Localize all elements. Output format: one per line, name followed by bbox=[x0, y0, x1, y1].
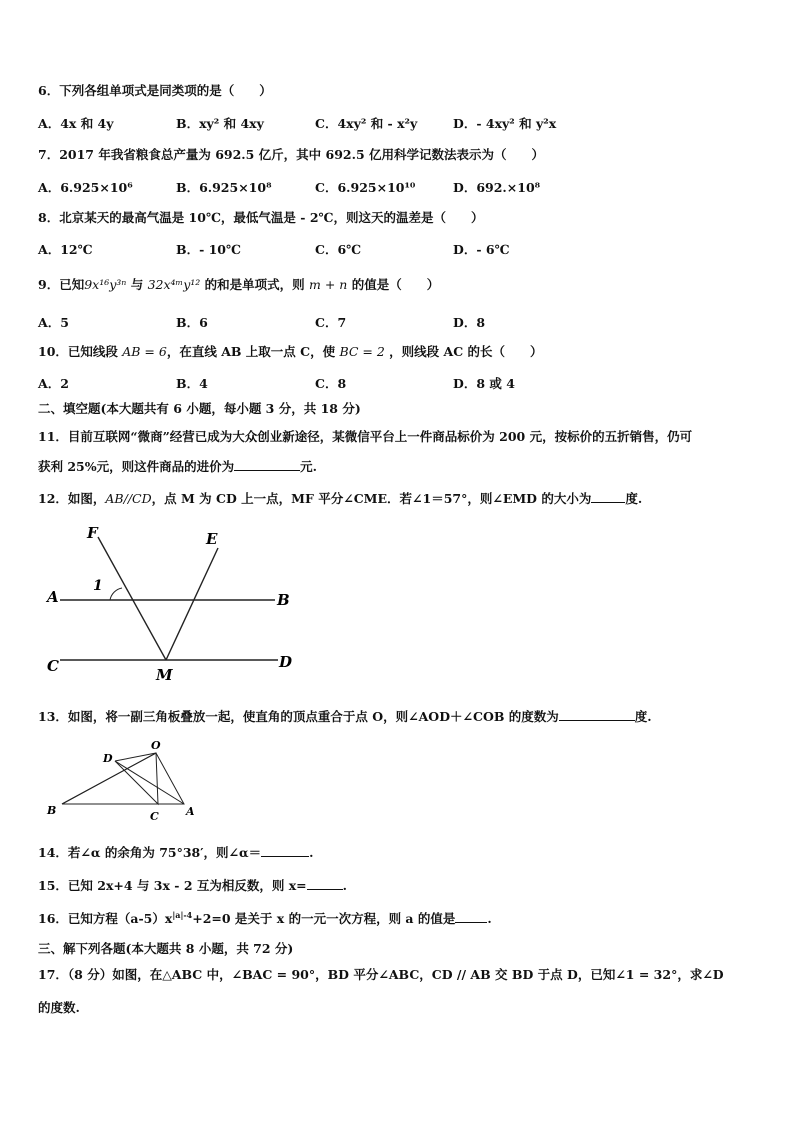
q9-option-a: A．5 bbox=[38, 315, 69, 330]
q9-stem bbox=[38, 276, 439, 294]
q8-option-d: D．- 6℃ bbox=[453, 242, 510, 257]
q10-options bbox=[38, 374, 754, 392]
q10-option-d: D．8 或 4 bbox=[453, 376, 515, 391]
q12-expr: AB//CD bbox=[105, 491, 152, 506]
section-3-heading: 三、解下列各题(本大题共 8 小题，共 72 分) bbox=[38, 941, 294, 956]
q15-answer-blank[interactable] bbox=[307, 876, 343, 890]
q6-option-c: C．4xy² 和 - x²y bbox=[315, 116, 418, 131]
q11-line-2 bbox=[38, 457, 317, 476]
label-e: E bbox=[206, 530, 218, 548]
q13-stem bbox=[38, 707, 652, 726]
q7-option-c: C．6.925×10¹⁰ bbox=[315, 180, 416, 195]
angle-1-arc bbox=[110, 588, 122, 600]
q15-stem bbox=[38, 876, 347, 895]
q13-text: 度. bbox=[634, 709, 652, 724]
q16-answer-blank[interactable] bbox=[455, 909, 487, 923]
q15-text: . bbox=[342, 878, 347, 893]
q7-option-b: B．6.925×10⁸ bbox=[176, 180, 272, 195]
label-d: D bbox=[103, 752, 113, 765]
q9-text: 的和是单项式，则 bbox=[200, 277, 310, 292]
label-o: O bbox=[151, 739, 161, 752]
q8-option-a: A．12℃ bbox=[38, 242, 93, 257]
q8-stem: 8．北京某天的最高气温是 10℃，最低气温是 - 2℃，则这天的温差是（ ） bbox=[38, 210, 484, 225]
triangle-oba bbox=[62, 753, 184, 804]
q9-text: 的值是（ ） bbox=[347, 277, 440, 292]
q10-option-a: A．2 bbox=[38, 376, 69, 391]
q7-stem: 7．2017 年我省粮食总产量为 692.5 亿斤，其中 692.5 亿用科学记数法表示为（ ） bbox=[38, 147, 545, 162]
q8-options bbox=[38, 240, 754, 258]
q9-option-c: C．7 bbox=[315, 315, 347, 330]
q12-answer-blank[interactable] bbox=[591, 489, 625, 503]
q9-expr-3: m + n bbox=[309, 277, 348, 292]
q7-options bbox=[38, 178, 754, 196]
q14-stem bbox=[38, 843, 313, 862]
q11-answer-blank[interactable] bbox=[234, 457, 300, 471]
q10-expr-1: AB = 6 bbox=[122, 344, 167, 359]
q16-text: . bbox=[487, 911, 492, 926]
ray-mf bbox=[98, 537, 166, 660]
q10-text: ，则线段 AC 的长（ ） bbox=[384, 344, 543, 359]
q12-text: ，点 M 为 CD 上一点，MF 平分∠CME．若∠1＝57°，则∠EMD 的大小为 bbox=[151, 491, 592, 506]
segment-da bbox=[115, 761, 184, 804]
q10-stem bbox=[38, 343, 543, 361]
q6-option-a: A．4x 和 4y bbox=[38, 116, 114, 131]
q13-figure bbox=[40, 734, 210, 824]
q14-text: . bbox=[309, 845, 314, 860]
label-a: A bbox=[47, 588, 59, 606]
label-angle-1: 1 bbox=[93, 578, 103, 594]
q14-answer-blank[interactable] bbox=[261, 843, 309, 857]
label-c: C bbox=[150, 810, 159, 823]
q9-expr-1: 9x¹⁶y³ⁿ bbox=[84, 277, 127, 292]
label-a: A bbox=[186, 805, 195, 818]
q15-text: 15．已知 2x+4 与 3x - 2 互为相反数，则 x= bbox=[38, 878, 307, 893]
q12-figure bbox=[40, 520, 310, 690]
q9-option-d: D．8 bbox=[453, 315, 486, 330]
q12-stem bbox=[38, 489, 642, 508]
label-c: C bbox=[47, 657, 59, 675]
q7-option-a: A．6.925×10⁶ bbox=[38, 180, 133, 195]
q6-option-b: B．xy² 和 4xy bbox=[176, 116, 264, 131]
q10-option-b: B．4 bbox=[176, 376, 208, 391]
q17-line-1: 17．（8 分）如图，在△ABC 中，∠BAC = 90°，BD 平分∠ABC，CD // AB 交 BD 于点 D，已知∠1 = 32°，求∠D bbox=[38, 967, 724, 982]
q17-line-2: 的度数. bbox=[38, 1000, 80, 1015]
q6-option-d: D．- 4xy² 和 y²x bbox=[453, 116, 557, 131]
q12-text: 12．如图， bbox=[38, 491, 106, 506]
q10-option-c: C．8 bbox=[315, 376, 347, 391]
label-b: B bbox=[47, 804, 57, 817]
q9-text: 9．已知 bbox=[38, 277, 85, 292]
q11-text: 元. bbox=[300, 459, 317, 474]
q16-text: +2=0 是关于 x 的一元一次方程，则 a 的值是 bbox=[192, 911, 456, 926]
label-b: B bbox=[277, 591, 290, 609]
q8-option-b: B．- 10℃ bbox=[176, 242, 241, 257]
label-m: M bbox=[156, 666, 173, 684]
q11-line-1: 11．目前互联网“微商”经营已成为大众创业新途径，某微信平台上一件商品标价为 200 元，按标价的五折销售，仍可 bbox=[38, 429, 693, 444]
q16-exponent: |a|-4 bbox=[172, 909, 193, 920]
q12-text: 度. bbox=[625, 491, 643, 506]
q8-option-c: C．6℃ bbox=[315, 242, 362, 257]
q10-text: ，在直线 AB 上取一点 C，使 bbox=[166, 344, 340, 359]
label-d: D bbox=[279, 653, 293, 671]
q16-stem bbox=[38, 909, 492, 928]
q6-stem: 6．下列各组单项式是同类项的是（ ） bbox=[38, 83, 272, 98]
q13-answer-blank[interactable] bbox=[559, 707, 635, 721]
label-f: F bbox=[87, 524, 98, 542]
q6-options bbox=[38, 114, 754, 132]
ray-me bbox=[166, 548, 218, 660]
q11-text: 获利 25%元，则这件商品的进价为 bbox=[38, 459, 235, 474]
q13-text: 13．如图，将一副三角板叠放一起，使直角的顶点重合于点 O，则∠AOD＋∠COB 的度数为 bbox=[38, 709, 559, 724]
q10-expr-2: BC = 2 bbox=[339, 344, 385, 359]
section-2-heading: 二、填空题(本大题共有 6 小题，每小题 3 分，共 18 分) bbox=[38, 401, 361, 416]
q9-option-b: B．6 bbox=[176, 315, 208, 330]
q14-text: 14．若∠α 的余角为 75°38′，则∠α＝ bbox=[38, 845, 262, 860]
q7-option-d: D．692.×10⁸ bbox=[453, 180, 541, 195]
q16-text: 16．已知方程（a-5）x bbox=[38, 911, 173, 926]
q9-text: 与 bbox=[126, 277, 148, 292]
q10-text: 10．已知线段 bbox=[38, 344, 123, 359]
q9-options bbox=[38, 313, 754, 331]
q9-expr-2: 32x⁴ᵐy¹² bbox=[147, 277, 201, 292]
triangle-doc bbox=[115, 753, 158, 804]
